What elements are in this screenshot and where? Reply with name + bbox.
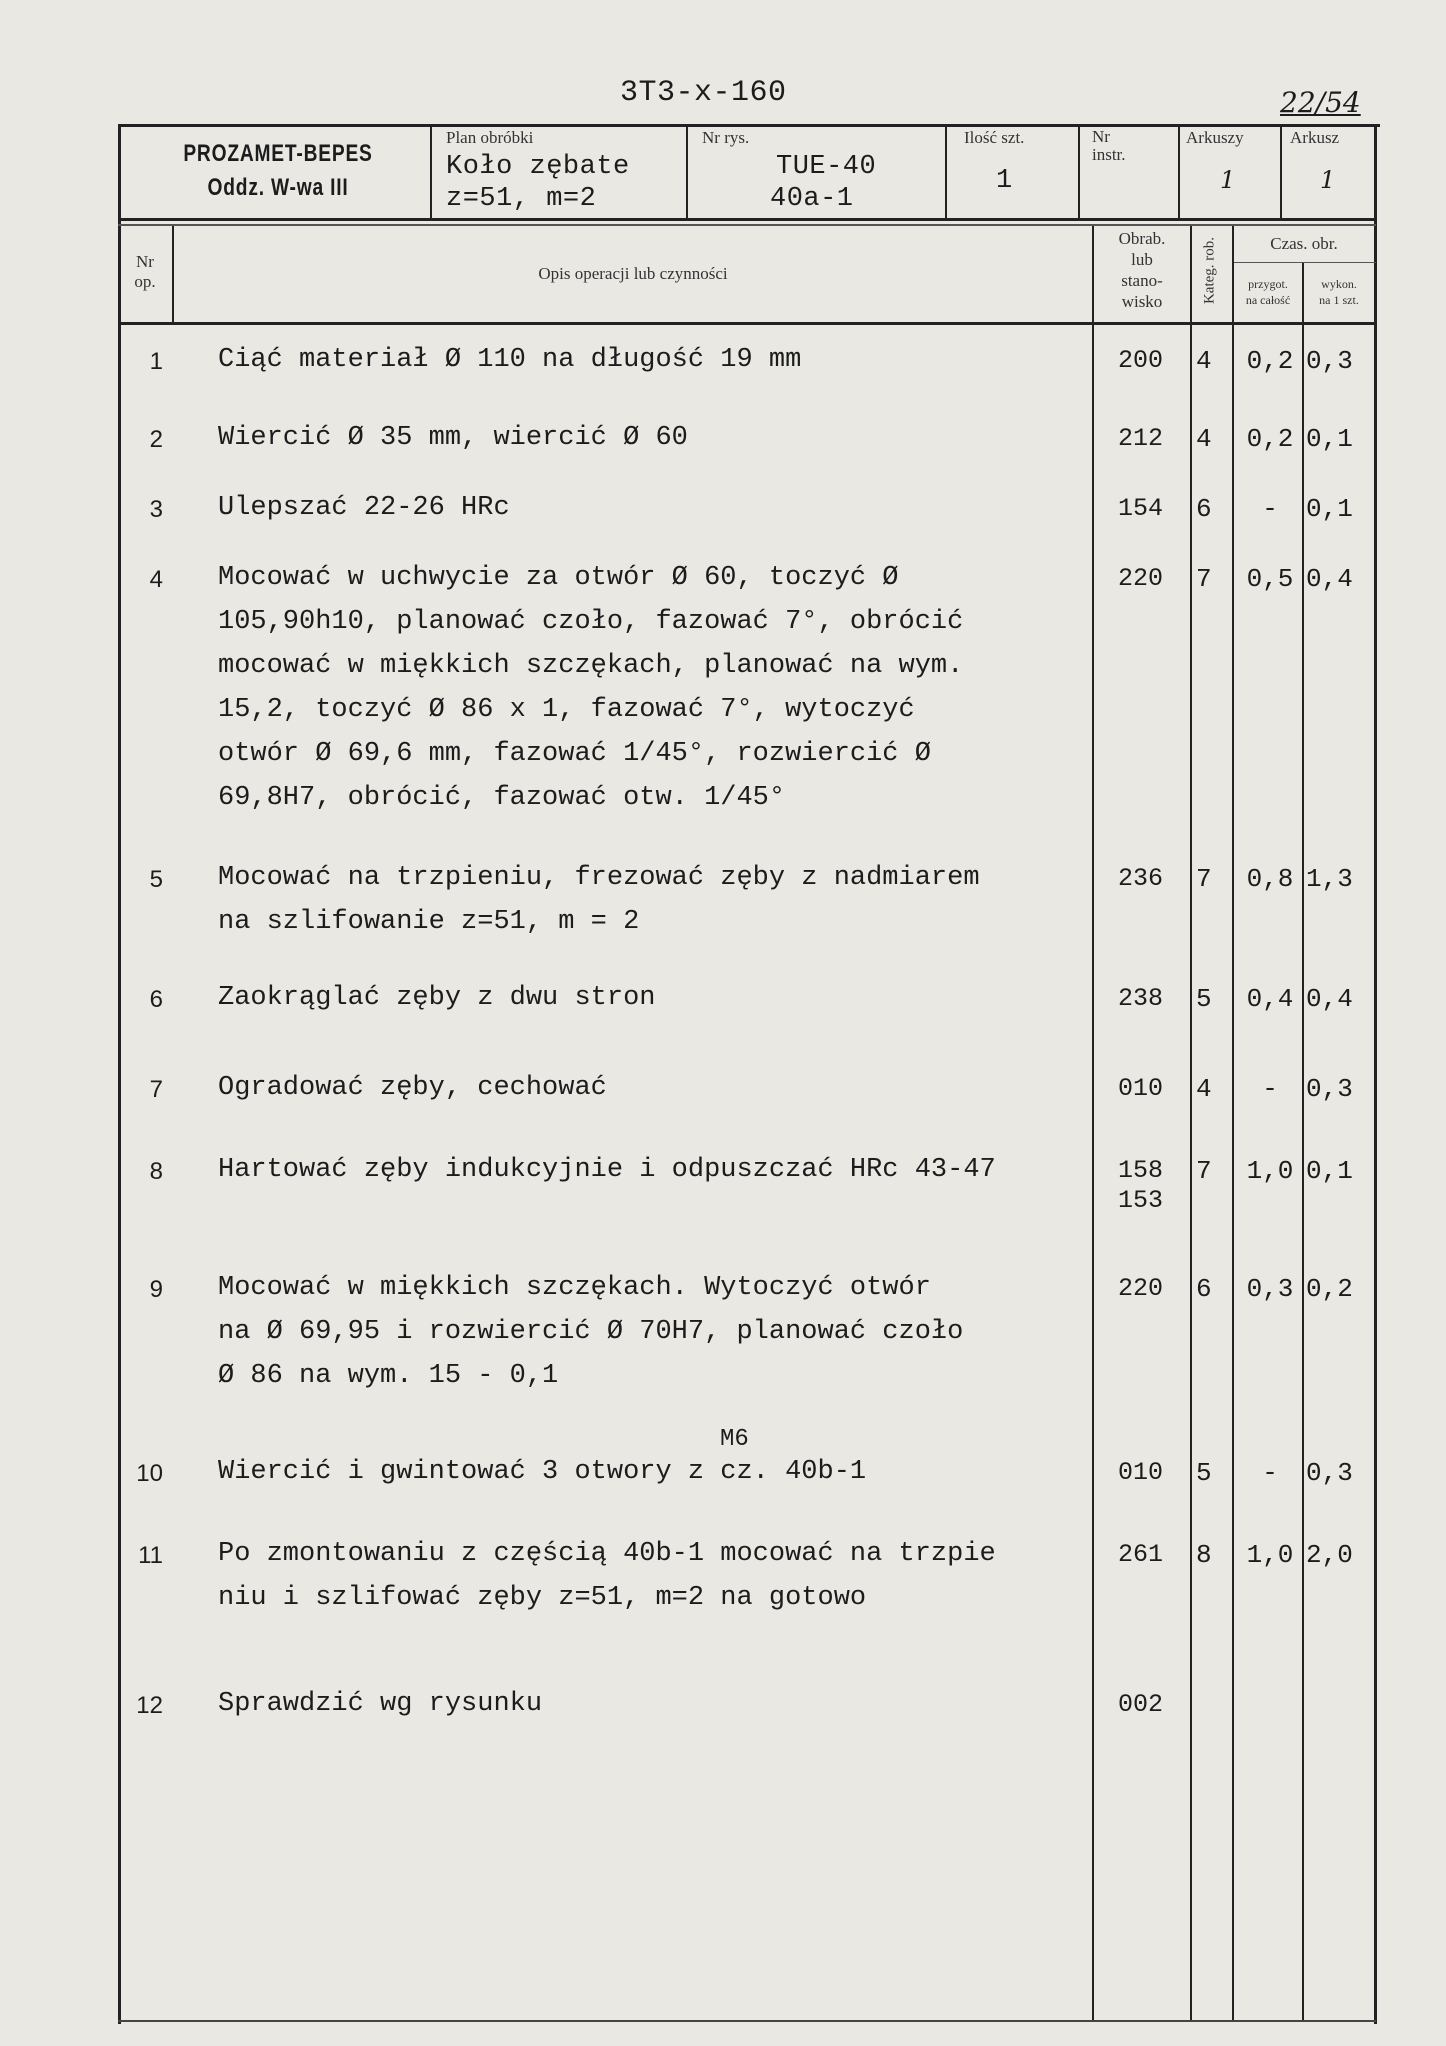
op-time-exec: 0,2: [1306, 1274, 1353, 1304]
op-time-prep: 0,3: [1246, 1274, 1294, 1304]
qty-label: Ilość szt.: [964, 128, 1025, 147]
op-category: 5: [1196, 984, 1212, 1014]
op-time-prep: 0,2: [1246, 346, 1294, 376]
col-time-exec: [1304, 276, 1374, 308]
op-time-prep: -: [1262, 494, 1278, 524]
op-description: Mocować w uchwycie za otwór Ø 60, toczyć Ø 105,90h10, planować czoło, fazować 7°, obrócić mocować w miękkich szczękach, planować na wym. 15,2, toczyć Ø 86 x 1, fazować 7°, wytoczyć otwór Ø 69,6 mm, fazować 1/45°, rozwiercić Ø 69,8H7, obrócić, fazować otw. 1/45°: [218, 563, 964, 813]
col-station: [1094, 228, 1190, 312]
op-time-prep: 1,0: [1246, 1156, 1294, 1186]
op-category: 4: [1196, 346, 1212, 376]
instr-label-line1: Nr: [1092, 127, 1110, 146]
instr-label: [1092, 128, 1126, 164]
col-description: Opis operacji lub czynności: [538, 264, 728, 283]
op-description: Ciąć materiał Ø 110 na długość 19 mm: [218, 345, 802, 375]
op-description: Hartować zęby indukcyjnie i odpuszczać HRc 43-47: [218, 1155, 996, 1185]
op-station: 010: [1118, 1074, 1164, 1103]
op-description: Po zmontowaniu z częścią 40b-1 mocować na trzpie niu i szlifować zęby z=51, m=2 na gotowo: [218, 1539, 996, 1613]
op-time-exec: 1,3: [1306, 864, 1353, 894]
op-number: 9: [149, 1276, 163, 1303]
op-number: 5: [149, 866, 163, 893]
op-time-exec: 0,3: [1306, 1074, 1353, 1104]
sheets-value: 1: [1220, 166, 1236, 194]
sheets-label: Arkuszy: [1186, 128, 1244, 147]
op-time-prep: 0,2: [1246, 424, 1294, 454]
plan-label: Plan obróbki: [446, 128, 534, 147]
op-time-prep: 0,5: [1246, 564, 1294, 594]
op-station: 238: [1118, 984, 1164, 1013]
col-time-prep-line2: na całość: [1245, 293, 1291, 307]
op-description: Wiercić i gwintować 3 otwory z cz. 40b-1: [218, 1457, 867, 1487]
op-time-exec: 0,4: [1306, 984, 1353, 1014]
col-time-exec-line1: wykon.: [1321, 277, 1357, 291]
col-time-prep: [1234, 276, 1302, 308]
col-station-line3: stano-: [1121, 271, 1163, 290]
op-station: 261: [1118, 1540, 1164, 1569]
op-description: Sprawdzić wg rysunku: [218, 1689, 543, 1719]
col-station-line1: Obrab.: [1118, 229, 1166, 248]
op-number: 12: [136, 1692, 163, 1719]
col-station-line4: wisko: [1121, 292, 1163, 311]
op-station: 010: [1118, 1458, 1164, 1487]
company-division: Oddz. W-wa III: [207, 174, 349, 201]
col-time-exec-line2: na 1 szt.: [1319, 293, 1359, 307]
company-block: [130, 140, 426, 202]
op-category: 4: [1196, 424, 1212, 454]
op-time-prep: -: [1262, 1074, 1278, 1104]
document-code: 3T3-x-160: [620, 76, 787, 110]
sheet-label: Arkusz: [1290, 128, 1340, 147]
drawing-value: TUE-40: [776, 152, 877, 182]
op-category: 7: [1196, 1156, 1212, 1186]
op-time-exec: 0,4: [1306, 564, 1353, 594]
op-number: 11: [138, 1542, 163, 1569]
plan-params: z=51, m=2: [446, 184, 597, 214]
op-category: 8: [1196, 1540, 1212, 1570]
op-category: 4: [1196, 1074, 1212, 1104]
op-station: 002: [1118, 1690, 1164, 1719]
op-station: 212: [1118, 424, 1164, 453]
op-number: 10: [136, 1460, 163, 1487]
op-category: 6: [1196, 494, 1212, 524]
op-time-prep: 1,0: [1246, 1540, 1294, 1570]
op-number: 7: [149, 1076, 163, 1103]
sheet-value: 1: [1320, 166, 1336, 194]
op-category: 5: [1196, 1458, 1212, 1488]
op-description: Ulepszać 22-26 HRc: [218, 493, 510, 523]
op-number: 2: [149, 426, 163, 453]
op-description: Zaokrąglać zęby z dwu stron: [218, 983, 656, 1013]
op-number: 4: [149, 566, 163, 593]
op-station: 220: [1118, 1274, 1164, 1303]
op-time-exec: 2,0: [1306, 1540, 1353, 1570]
col-time: Czas. obr.: [1270, 234, 1338, 253]
op-description: Mocować w miękkich szczękach. Wytoczyć otwór na Ø 69,95 i rozwiercić Ø 70H7, planować czoło Ø 86 na wym. 15 - 0,1: [218, 1273, 964, 1391]
col-op-no-line2: op.: [134, 272, 156, 291]
op-note: M6: [720, 1426, 749, 1453]
op-category: 6: [1196, 1274, 1212, 1304]
op-time-prep: 0,4: [1246, 984, 1294, 1014]
op-category: 7: [1196, 864, 1212, 894]
drawing-sub: 40a-1: [770, 184, 854, 214]
op-time-exec: 0,3: [1306, 346, 1353, 376]
op-category: 7: [1196, 564, 1212, 594]
plan-value: Koło zębate: [446, 152, 630, 182]
op-station: 154: [1118, 494, 1164, 523]
col-op-no-line1: Nr: [136, 252, 154, 271]
op-station: 236: [1118, 864, 1164, 893]
col-time-prep-line1: przygot.: [1248, 277, 1288, 291]
op-description: Mocować na trzpieniu, frezować zęby z nadmiarem na szlifowanie z=51, m = 2: [218, 863, 980, 937]
op-time-prep: -: [1262, 1458, 1278, 1488]
col-op-no: [118, 252, 172, 292]
op-station: 158 153: [1118, 1156, 1164, 1215]
op-number: 3: [149, 496, 163, 523]
op-time-exec: 0,1: [1306, 1156, 1353, 1186]
company-name: PROZAMET-BEPES: [183, 140, 373, 167]
op-description: Wiercić Ø 35 mm, wiercić Ø 60: [218, 423, 688, 453]
op-station: 220: [1118, 564, 1164, 593]
instr-label-line2: instr.: [1092, 145, 1126, 164]
col-station-line2: lub: [1131, 250, 1153, 269]
op-time-prep: 0,8: [1246, 864, 1294, 894]
op-number: 1: [149, 348, 163, 375]
op-number: 8: [149, 1158, 163, 1185]
qty-value: 1: [996, 166, 1013, 196]
op-time-exec: 0,1: [1306, 424, 1353, 454]
drawing-label: Nr rys.: [702, 128, 750, 147]
op-station: 200: [1118, 346, 1164, 375]
op-number: 6: [149, 986, 163, 1013]
col-category: Kateg. rob.: [1201, 236, 1218, 305]
page-note: 22/54: [1280, 86, 1361, 119]
op-time-exec: 0,1: [1306, 494, 1353, 524]
op-time-exec: 0,3: [1306, 1458, 1353, 1488]
op-description: Ogradować zęby, cechować: [218, 1073, 607, 1103]
